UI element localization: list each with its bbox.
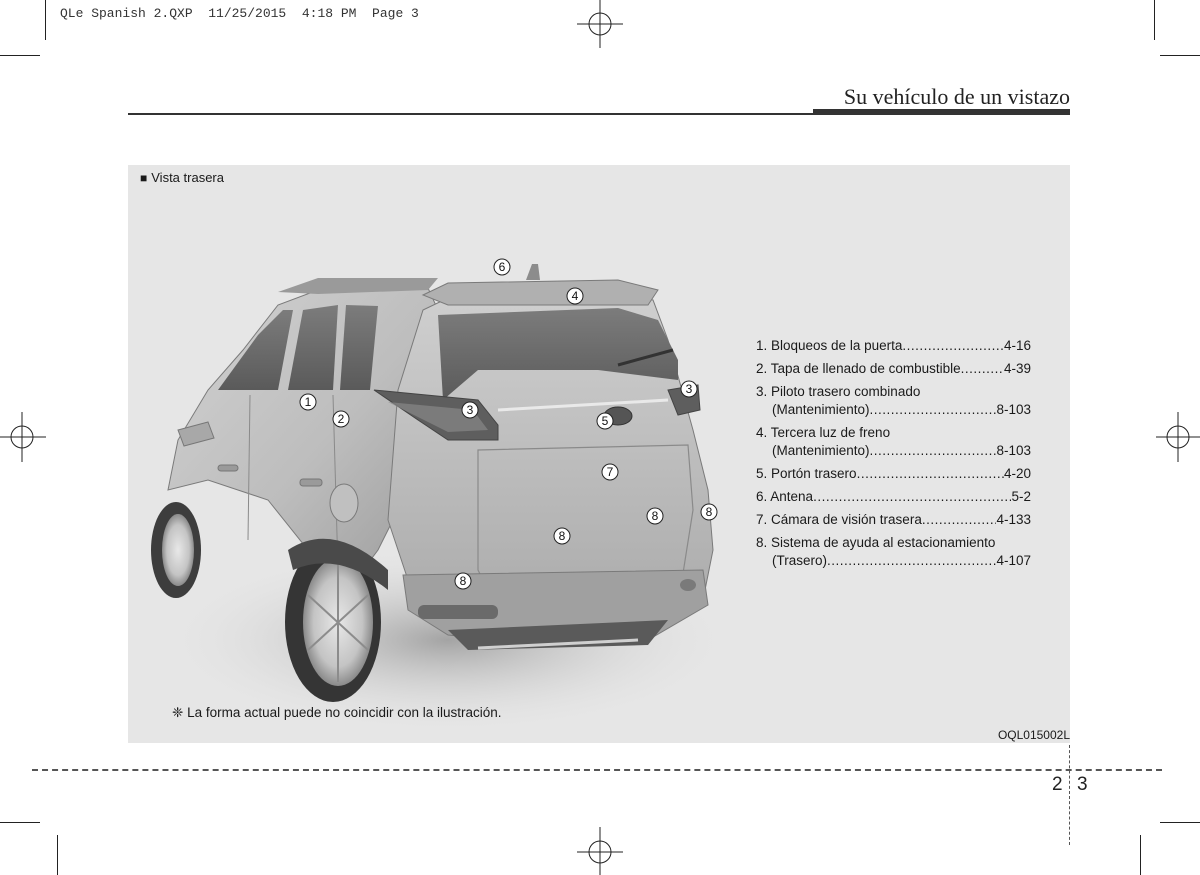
leader-dots — [857, 465, 1004, 483]
leader-dots — [902, 337, 1004, 355]
illustration-note — [172, 705, 502, 721]
legend-line — [756, 442, 1031, 460]
crop-mark-bottom-left-v — [57, 835, 58, 875]
legend-text: 6. Antena — [756, 489, 814, 504]
legend-page-ref: 4-20 — [1003, 466, 1031, 481]
leader-dots — [922, 511, 997, 529]
crop-mark-bottom-right-v — [1140, 835, 1141, 875]
callout-4: 4 — [571, 289, 579, 303]
legend-text: (Mantenimiento) — [772, 402, 870, 417]
legend-page-ref: 4-133 — [996, 512, 1031, 527]
legend-item — [756, 383, 1031, 419]
legend-text: 4. Tercera luz de freno — [756, 425, 891, 440]
legend-item — [756, 534, 1031, 570]
callout-1: 1 — [304, 395, 312, 409]
leader-dots — [961, 360, 1004, 378]
legend-line — [756, 383, 1031, 401]
section-title: Su vehículo de un vistazo — [843, 84, 1070, 109]
figure-label-text: Vista trasera — [151, 170, 224, 185]
figure-panel — [128, 165, 1070, 743]
registration-mark-bottom-icon — [575, 825, 625, 875]
legend-page-ref: 5-2 — [1011, 489, 1031, 504]
legend-text: 5. Portón trasero — [756, 466, 857, 481]
callout-7: 7 — [606, 465, 614, 479]
crop-mark-top-left-v — [45, 0, 46, 40]
callout-8-d: 8 — [459, 574, 467, 588]
legend-item — [756, 424, 1031, 460]
registration-mark-top-icon — [575, 0, 625, 50]
page-chapter-number: 2 — [1052, 774, 1063, 795]
callout-3-left: 3 — [466, 403, 474, 417]
legend-text: 8. Sistema de ayuda al estacionamiento — [756, 535, 996, 550]
legend-page-ref: 4-16 — [1003, 338, 1031, 353]
callout-8-a: 8 — [651, 509, 659, 523]
callout-8-b: 8 — [705, 505, 713, 519]
leader-dots — [870, 401, 997, 419]
header-rule-thick — [813, 109, 1070, 115]
legend-line — [756, 465, 1031, 483]
legend-text: 2. Tapa de llenado de combustible — [756, 361, 961, 376]
legend-item — [756, 360, 1031, 378]
legend-line — [756, 511, 1031, 529]
callout-2: 2 — [337, 412, 345, 426]
legend-text: (Mantenimiento) — [772, 443, 870, 458]
legend-line — [756, 360, 1031, 378]
leader-dots — [813, 488, 1011, 506]
legend-page-ref: 4-107 — [996, 553, 1031, 568]
legend-page-ref: 4-39 — [1003, 361, 1031, 376]
legend-text: 1. Bloqueos de la puerta — [756, 338, 903, 353]
crop-mark-top-right-v — [1154, 0, 1155, 40]
note-text: La forma actual puede no coincidir con la ilustración. — [187, 705, 502, 720]
legend-text: 3. Piloto trasero combinado — [756, 384, 921, 399]
legend-item — [756, 465, 1031, 483]
square-bullet-icon: ■ — [140, 171, 148, 185]
note-marker-icon: ❈ — [172, 705, 184, 720]
legend-line — [756, 534, 1031, 552]
leader-dots — [827, 552, 996, 570]
callout-8-c: 8 — [558, 529, 566, 543]
print-slug: QLe Spanish 2.QXP 11/25/2015 4:18 PM Page 3 — [60, 6, 419, 21]
legend-item — [756, 488, 1031, 506]
header-rule — [128, 113, 813, 115]
crop-mark-bottom-left-h — [0, 822, 40, 823]
legend-text: (Trasero) — [772, 553, 828, 568]
crop-mark-top-right-h — [1160, 55, 1200, 56]
callout-3-right: 3 — [685, 382, 693, 396]
footer-dashed-rule — [32, 769, 1162, 771]
callout-6: 6 — [498, 260, 506, 274]
registration-mark-right-icon — [1152, 412, 1200, 462]
figure-code: OQL015002L — [997, 728, 1070, 742]
leader-dots — [870, 442, 997, 460]
legend-page-ref: 8-103 — [996, 402, 1031, 417]
legend-line — [756, 488, 1031, 506]
legend-page-ref: 8-103 — [996, 443, 1031, 458]
callout-5: 5 — [601, 414, 609, 428]
legend-line — [756, 424, 1031, 442]
crop-mark-bottom-right-h — [1160, 822, 1200, 823]
parts-legend — [756, 337, 1031, 575]
legend-item — [756, 511, 1031, 529]
legend-line — [756, 337, 1031, 355]
crop-mark-top-left-h — [0, 55, 40, 56]
registration-mark-left-icon — [0, 412, 50, 462]
footer-vertical-rule — [1069, 745, 1070, 845]
legend-item — [756, 337, 1031, 355]
legend-line — [756, 552, 1031, 570]
legend-text: 7. Cámara de visión trasera — [756, 512, 922, 527]
page-number: 3 — [1077, 774, 1088, 795]
legend-line — [756, 401, 1031, 419]
